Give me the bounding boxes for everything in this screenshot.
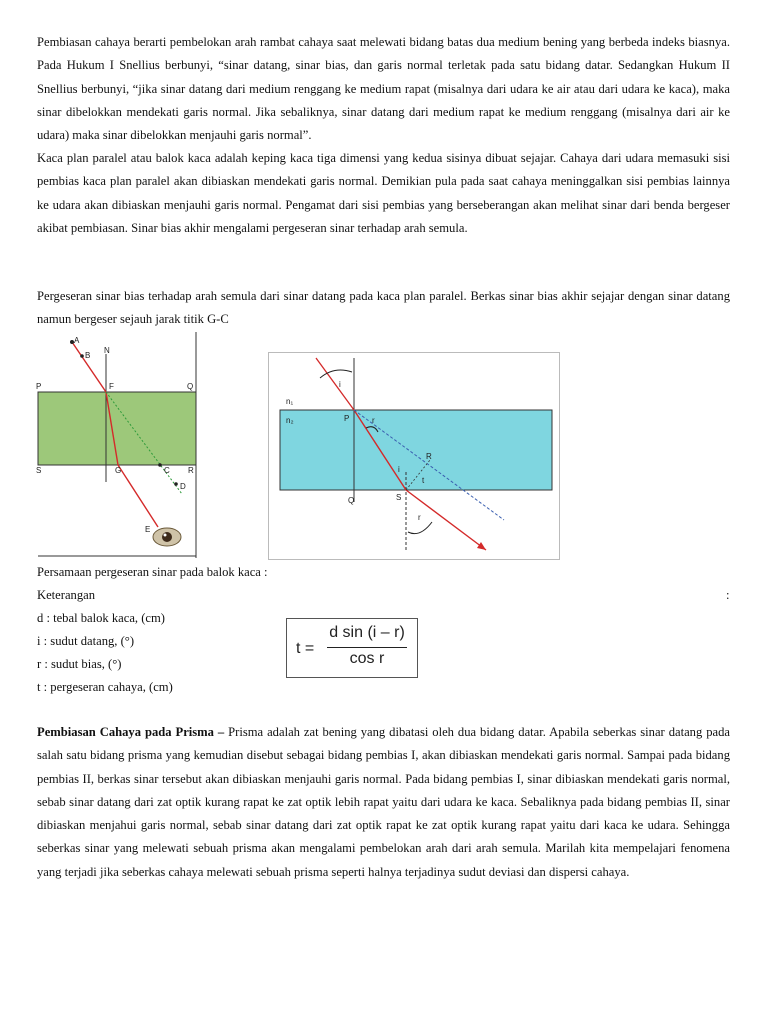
paragraph-snellius: Pembiasan cahaya berarti pembelokan arah rambat cahaya saat melewati bidang batas dua medium bening yang berbeda indeks biasnya. Pada Hukum I Snellius berbunyi, “sinar datang, sinar bias, dan garis normal terletak pada satu bidang datar. Sedangkan Hukum II Snellius berbunyi, “jika sinar datang dari medium renggang ke medium rapat (misalnya dari udara ke air atau dari udara ke kaca), maka sinar dibelokkan mendekati garis normal. Jika sebaliknya, sinar datang dari medium rapat ke medium renggang (misalnya dari air ke udara) maka sinar dibelokkan menjauhi garis normal”. [37, 35, 730, 143]
svg-text:R: R [426, 452, 432, 461]
svg-text:r: r [372, 416, 375, 425]
keterangan-label: Keterangan [37, 588, 96, 602]
svg-text:B: B [85, 351, 91, 360]
glass-slab [280, 410, 552, 490]
svg-text:t: t [422, 476, 425, 485]
svg-text:D: D [180, 482, 186, 491]
svg-text:S: S [396, 493, 402, 502]
legend-t: t : pergeseran cahaya, (cm) [37, 680, 173, 694]
svg-text:F: F [109, 382, 114, 391]
svg-text:i: i [339, 380, 341, 389]
legend-d: d : tebal balok kaca, (cm) [37, 611, 165, 625]
svg-text:C: C [164, 466, 170, 475]
svg-text:S: S [36, 466, 42, 475]
figure-shift-angles [268, 352, 560, 560]
svg-text:R: R [188, 466, 194, 475]
shift-formula [286, 618, 418, 678]
prism-heading: Pembiasan Cahaya pada Prisma – [37, 725, 225, 739]
svg-text:G: G [115, 466, 122, 475]
svg-text:A: A [74, 336, 80, 345]
legend-r: r : sudut bias, (°) [37, 657, 122, 671]
formula-fraction-bar [327, 647, 407, 648]
figure-glass-block-shift [34, 332, 204, 558]
svg-text:E: E [145, 525, 151, 534]
equation-heading: Persamaan pergeseran sinar pada balok kaca : [37, 565, 268, 579]
formula-denominator: cos r [349, 650, 385, 667]
paragraph-shift: Pergeseran sinar bias terhadap arah semula dari sinar datang pada kaca plan paralel. Berkas sinar bias akhir sejajar dengan sinar datang namun bergeser sejauh jarak titik G-C [37, 289, 730, 327]
svg-text:i: i [398, 465, 400, 474]
svg-text:n₂: n₂ [286, 416, 294, 425]
svg-text:N: N [104, 346, 110, 355]
legend-i: i : sudut datang, (°) [37, 634, 135, 648]
svg-text:P: P [36, 382, 42, 391]
svg-text:P: P [344, 414, 350, 423]
paragraph-plan-parallel: Kaca plan paralel atau balok kaca adalah keping kaca tiga dimensi yang kedua sisinya dibuat sejajar. Cahaya dari udara memasuki sisi pembias kaca plan paralel akan dibiaskan mendekati garis normal. Demikian pula pada saat cahaya meninggalkan sisi pembias lainnya ke udara akan dibiaskan menjauhi garis normal. Pengamat dari sisi pembias yang berseberangan akan melihat sinar dari benda bergeser akibat pembiasan. Sinar bias akhir mengalami pergeseran sinar terhadap arah semula. [37, 151, 730, 235]
prism-text: Prisma adalah zat bening yang dibatasi oleh dua bidang datar. Apabila seberkas sinar datang pada salah satu bidang prisma yang kemudian disebut sebagai bidang pembias I, akan dibiaskan mendekati garis normal. Sampai pada bidang pembias II, berkas sinar tersebut akan dibiaskan menjauhi garis normal. Pada bidang pembias I, sinar dibiaskan mendekati garis normal, sebab sinar datang dari zat optik kurang rapat ke zat optik lebih rapat yaitu dari udara ke kaca. Sebaliknya pada bidang pembias II, sinar dibiaskan menjahui garis normal, sebab sinar datang dari zat optik rapat ke zat optik kurang rapat yaitu dari kaca ke udara. Sehingga seberkas sinar yang melewati sebuah prisma akan mengalami pembelokan arah dari arah semula. Marilah kita mempelajari fenomena yang terjadi jika seberkas cahaya melewati sebuah prisma seperti halnya terjadinya sudut deviasi dan dispersi cahaya. [37, 725, 730, 879]
glass-block [38, 392, 196, 465]
paragraph-prism [37, 721, 730, 884]
svg-text:n₁: n₁ [286, 397, 294, 406]
svg-text:Q: Q [187, 382, 194, 391]
svg-text:r: r [418, 513, 421, 522]
formula-numerator: d sin (i – r) [329, 624, 405, 641]
formula-lhs: t = [296, 640, 315, 657]
svg-text:Q: Q [348, 496, 355, 505]
keterangan-colon: : [726, 588, 730, 602]
eye-icon [153, 528, 181, 546]
